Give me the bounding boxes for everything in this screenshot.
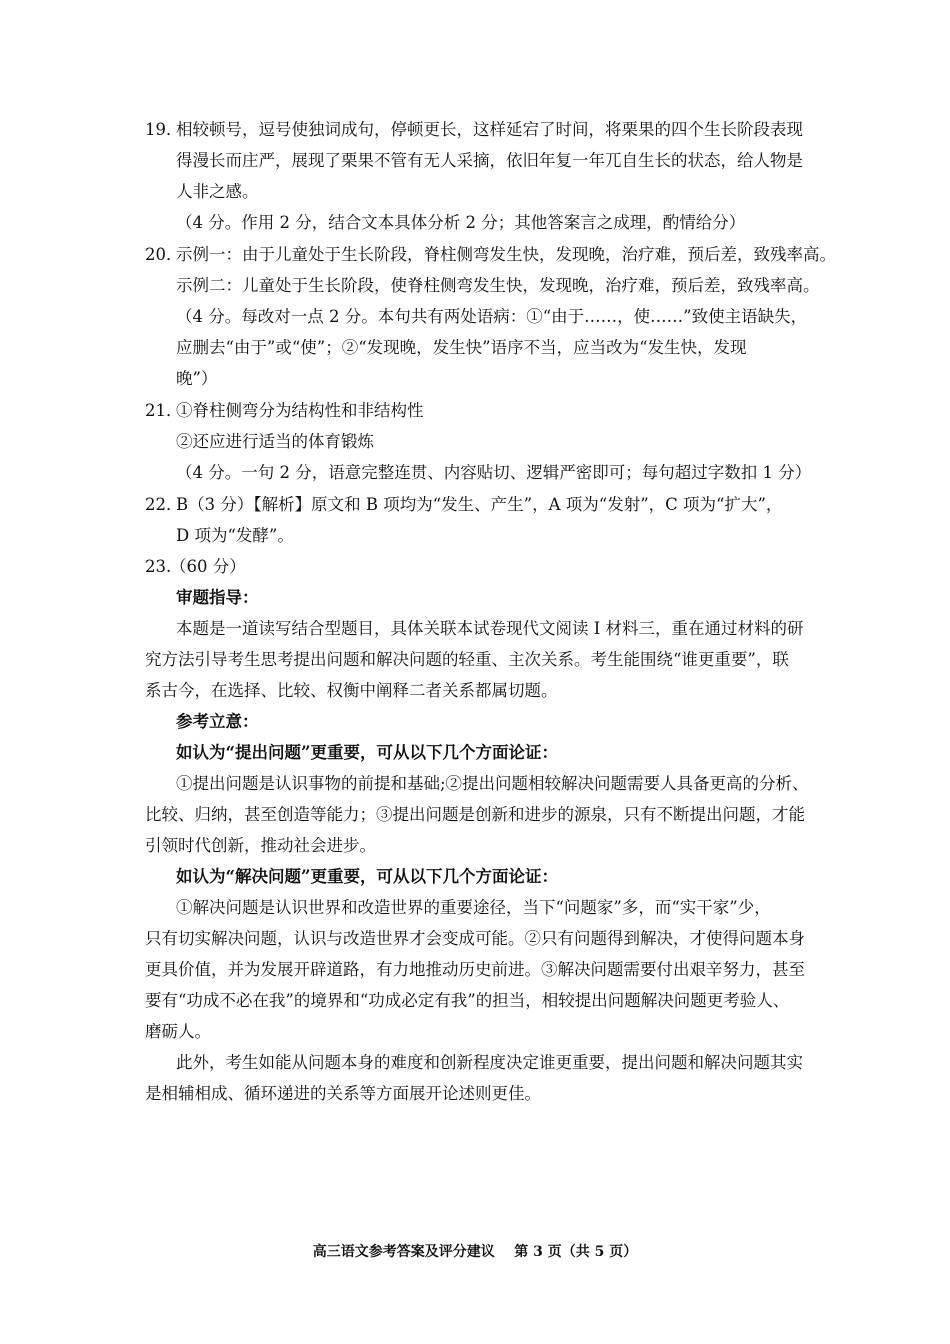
- q23-solve-heading: 如认为“解决问题”更重要，可从以下几个方面论证：: [176, 867, 558, 886]
- q20-example-1: 示例一：由于儿童处于生长阶段，脊柱侧弯发生快，发现晚，治疗难，预后差，致残率高。: [176, 245, 836, 264]
- q23-reference-heading: 参考立意：: [176, 712, 259, 731]
- q23-ask-heading: 如认为“提出问题”更重要，可从以下几个方面论证：: [176, 743, 558, 762]
- q23-solve-line-4: 要有“功成不必在我”的境界和“功成必定有我”的担当，相较提出问题解决问题更考验人、: [145, 991, 790, 1010]
- q23-guide-line-2: 究方法引导考生思考提出问题和解决问题的轻重、主次关系。考生能围绕“谁更重要”，联: [145, 650, 789, 669]
- q22-line-2: D 项为“发酵”。: [176, 526, 294, 545]
- q19-line-3: 人非之感。: [176, 182, 259, 201]
- q21-number: 21．: [145, 401, 183, 420]
- q20-number: 20．: [145, 245, 183, 264]
- q20-note-line-3: 晚”）: [176, 369, 218, 388]
- q21-item-1: ①脊柱侧弯分为结构性和非结构性: [176, 401, 424, 420]
- q19-score-note: （4 分。作用 2 分，结合文本具体分析 2 分；其他答案言之成理，酌情给分）: [176, 213, 746, 232]
- q23-solve-line-2: 只有切实解决问题，认识与改造世界才会变成可能。②只有问题得到解决，才使得问题本身: [145, 929, 805, 948]
- q23-guide-line-1: 本题是一道读写结合型题目，具体关联本试卷现代文阅读 I 材料三，重在通过材料的研: [176, 619, 804, 638]
- q20-example-2: 示例二：儿童处于生长阶段，使脊柱侧弯发生快，发现晚，治疗难，预后差，致残率高。: [176, 276, 820, 295]
- q23-guide-heading: 审题指导：: [176, 588, 259, 607]
- page-footer: 高三语文参考答案及评分建议 第 3 页（共 5 页）: [312, 1244, 638, 1260]
- q23-solve-line-1: ①解决问题是认识世界和改造世界的重要途径，当下“问题家”多，而“实干家”少，: [176, 898, 771, 917]
- q20-note-line-2: 应删去“由于”或“使”；②“发现晚，发生快”语序不当，应当改为“发生快，发现: [176, 338, 747, 357]
- q22-number: 22．: [145, 495, 183, 514]
- q23-ask-line-1: ①提出问题是认识事物的前提和基础;②提出问题相较解决问题需要人具备更高的分析、: [176, 774, 809, 793]
- q20-note-line-1: （4 分。每改对一点 2 分。本句共有两处语病：①“由于……，使……”致使主语缺失，: [176, 307, 808, 326]
- q23-score: （60 分）: [170, 557, 246, 576]
- q19-line-1: 相较顿号，逗号使独词成句，停顿更长，这样延宕了时间，将栗果的四个生长阶段表现: [176, 120, 803, 139]
- q23-solve-line-5: 磨砺人。: [145, 1022, 211, 1041]
- q23-ask-line-3: 引领时代创新，推动社会进步。: [145, 836, 376, 855]
- q23-extra-line-1: 此外，考生如能从问题本身的难度和创新程度决定谁更重要，提出问题和解决问题其实: [176, 1053, 803, 1072]
- q22-line-1: B（3 分）【解析】原文和 B 项均为“发生、产生”，A 项为“发射”，C 项为“扩大”，: [176, 495, 783, 514]
- q23-ask-line-2: 比较、归纳，甚至创造等能力；③提出问题是创新和进步的源泉，只有不断提出问题，才能: [145, 805, 805, 824]
- q21-score-note: （4 分。一句 2 分，语意完整连贯、内容贴切、逻辑严密即可；每句超过字数扣 1 分）: [176, 463, 812, 482]
- q19-number: 19．: [145, 120, 183, 139]
- q23-extra-line-2: 是相辅相成、循环递进的关系等方面展开论述则更佳。: [145, 1084, 541, 1103]
- q21-item-2: ②还应进行适当的体育锻炼: [176, 432, 374, 451]
- q19-line-2: 得漫长而庄严，展现了栗果不管有无人采摘，依旧年复一年兀自生长的状态，给人物是: [176, 151, 803, 170]
- q23-solve-line-3: 更具价值，并为发展开辟道路，有力地推动历史前进。③解决问题需要付出艰辛努力，甚至: [145, 960, 805, 979]
- q23-number: 23.: [145, 557, 172, 576]
- q23-guide-line-3: 系古今，在选择、比较、权衡中阐释二者关系都属切题。: [145, 681, 558, 700]
